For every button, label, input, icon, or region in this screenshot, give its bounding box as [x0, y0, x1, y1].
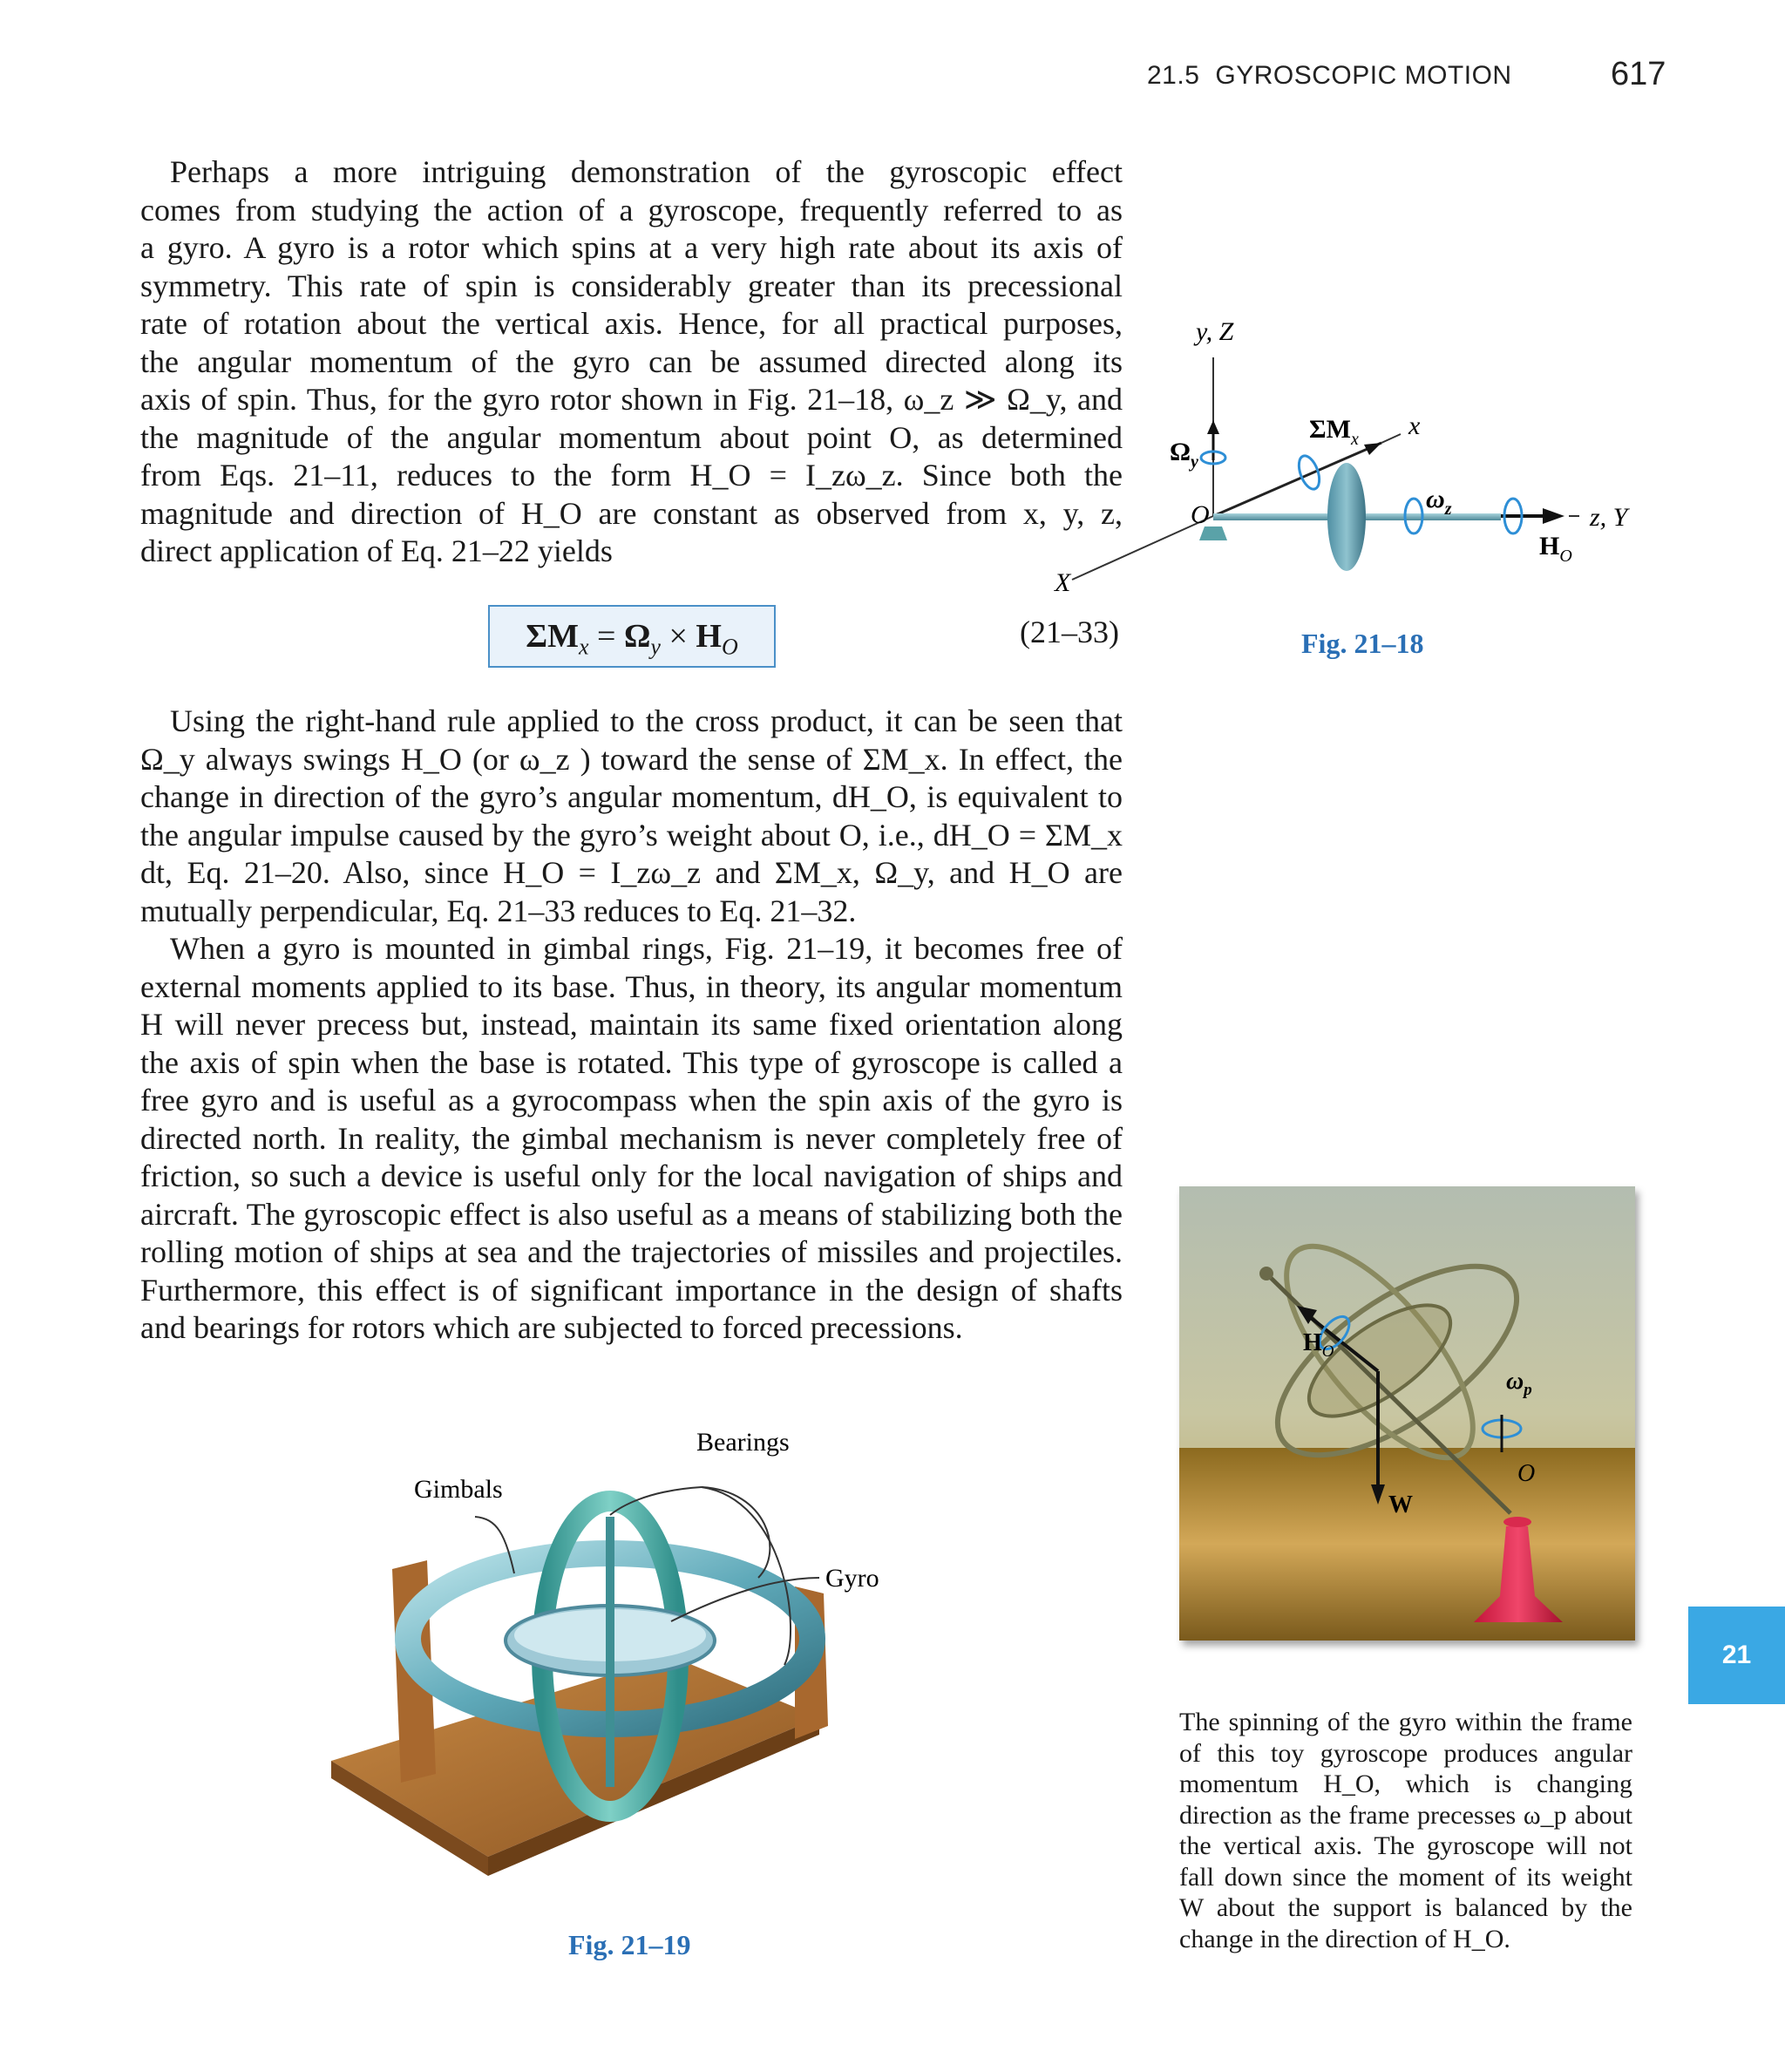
photo-caption: The spinning of the gyro within the frame of this toy gyroscope produces angular momentum H_O, which is changing direction as the frame precesses ω_p about the vertical axis. The gyroscope will not fall down since the moment of its weight W about the support is balanced by the change in the direction of H_O. [1179, 1708, 1632, 1953]
photo-label-h-o: $H_O$ [1303, 1329, 1334, 1361]
para1-line: from Eqs. 21–11, reduces to the form H_O = I_zω_z. Since both the [140, 458, 1123, 493]
para1-line: the magnitude of the angular momentum about point O, as determined [140, 419, 1123, 455]
rotor-disk [1327, 463, 1366, 571]
eq-sub-y: y [650, 634, 661, 660]
gyro-axle [606, 1517, 614, 1787]
label-bearings: Bearings [696, 1430, 790, 1457]
toy-gyroscope-photo [1179, 1186, 1635, 1641]
eq-equals: = [588, 618, 624, 655]
eq-sub-x: x [578, 634, 589, 660]
label-x: x [1408, 411, 1421, 440]
label-omega-y: $\Omega_y$ [1170, 438, 1198, 472]
fig-21-18-label: Fig. 21–18 [1301, 628, 1424, 659]
paragraph-2-3 [140, 703, 1123, 1348]
paragraph-1 [140, 153, 1123, 571]
toy-gyroscope-svg [1179, 1186, 1635, 1641]
photo-label-w: W [1388, 1491, 1413, 1518]
para1-line: magnitude and direction of H_O are constant as observed from x, y, z, [140, 495, 1123, 531]
page-number: 617 [1611, 56, 1666, 92]
para1-line: direct application of Eq. 21–22 yields [140, 533, 613, 568]
label-gyro: Gyro [825, 1564, 879, 1593]
para1-line: comes from studying the action of a gyroscope, frequently referred to as [140, 192, 1123, 228]
fig-21-19-illustration [261, 1430, 941, 1883]
para1-line: a gyro. A gyro is a rotor which spins at a very high rate about its axis of [140, 230, 1123, 265]
para1-line: rate of rotation about the vertical axis. Hence, for all practical purposes, [140, 306, 1123, 341]
section-title: GYROSCOPIC MOTION [1215, 61, 1512, 90]
equation-number: (21–33) [1020, 615, 1119, 649]
label-zY: z, Y [1590, 503, 1628, 532]
equation-box [488, 605, 776, 668]
photo-label-omega-p: $\omega_p$ [1506, 1368, 1532, 1399]
para1-line: axis of spin. Thus, for the gyro rotor shown in Fig. 21–18, ω_z ≫ Ω_y, and [140, 382, 1123, 417]
label-h-o: $H_O$ [1539, 532, 1572, 566]
label-gimbals: Gimbals [414, 1475, 503, 1504]
photo-label-o: O [1517, 1460, 1536, 1487]
label-omega-z: $\omega_z$ [1426, 485, 1452, 519]
label-X: X [1055, 568, 1071, 597]
paragraph-3: When a gyro is mounted in gimbal rings, Fig. 21–19, it becomes free of external moments applied to its base. Thus, in theory, its angular momentum H will never precess but, instead, maintain its same fixed orientation along the axis of spin when the base is rotated. This type of gyroscope is called a free gyro and is useful as a gyrocompass when the spin axis of the gyro is directed north. In reality, the gimbal mechanism is never completely free of friction, so such a device is useful only for the local navigation of ships and aircraft. The gyroscopic effect is also useful as a means of stabilizing both the rolling motion of ships at sea and the trajectories of missiles and projectiles. Furthermore, this effect is of significant importance in the design of shafts and bearings for rotors which are subjected to forced precessions. [140, 931, 1123, 1345]
para1-line: the angular momentum of the gyro can be assumed directed along its [140, 343, 1123, 379]
eq-sub-o: O [721, 634, 738, 660]
para1-line: symmetry. This rate of spin is considerably greater than its precessional [140, 268, 1123, 303]
moment-circle-icon [1295, 453, 1323, 492]
label-yZ: y, Z [1196, 317, 1234, 346]
chapter-tab[interactable]: 21 [1688, 1607, 1785, 1704]
running-header [1147, 61, 1512, 91]
eq-h: H [696, 618, 722, 655]
fig-21-19-label: Fig. 21–19 [568, 1929, 691, 1960]
para1-line: Perhaps a more intriguing demonstration of the gyroscopic effect [170, 154, 1123, 189]
paragraph-2: Using the right-hand rule applied to the cross product, it can be seen that Ω_y always swings H_O (or ω_z ) toward the sense of ΣM_x. In effect, the change in direction of the gyro’s angular momentum, dH_O, is equivalent to the angular impulse caused by the gyro’s weight about O, i.e., dH_O = ΣM_x dt, Eq. 21–20. Also, since H_O = I_zω_z and ΣM_x, Ω_y, and H_O are mutually perpendicular, Eq. 21–33 reduces to Eq. 21–32. [140, 703, 1123, 928]
eq-times: × [660, 618, 696, 655]
eq-omega: Ω [623, 618, 651, 655]
label-o: O [1191, 500, 1210, 529]
label-sum-mx: $\Sigma M_x$ [1309, 415, 1359, 449]
fig-21-18-diagram [1028, 314, 1691, 628]
eq-sum: ΣM [526, 618, 579, 655]
section-number: 21.5 [1147, 61, 1200, 90]
